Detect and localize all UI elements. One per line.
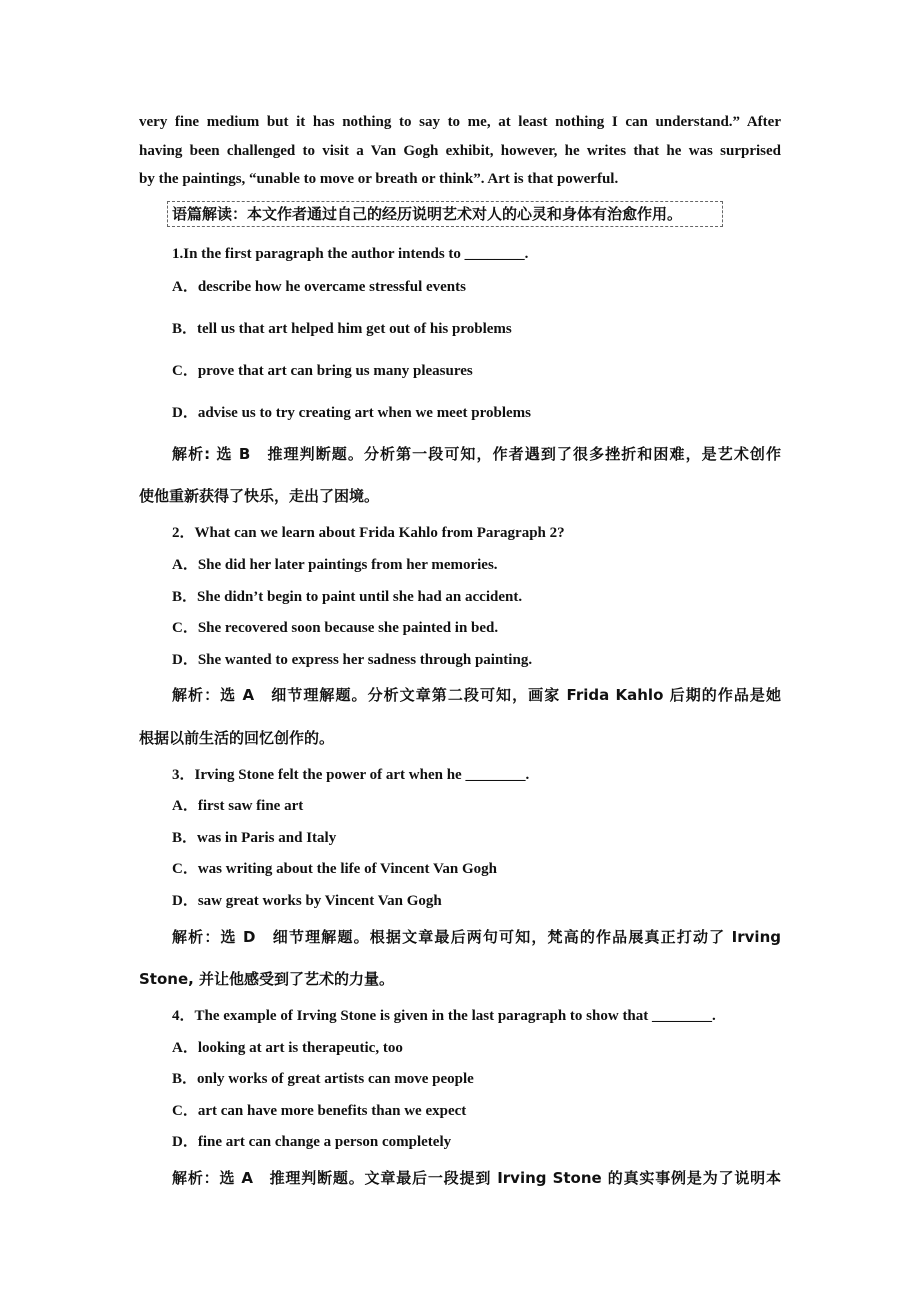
analysis-text: 解析：选 A 细节理解题。分析文章第二段可知，画家 Frida Kahlo 后期的作品是她 xyxy=(172,686,781,704)
option-d: D．saw great works by Vincent Van Gogh xyxy=(172,893,442,909)
passage-line: very fine medium but it has nothing to say to me, at least nothing I can understand.” After xyxy=(139,114,781,130)
passage-line: having been challenged to visit a Van Gogh exhibit, however, he writes that he was surprised xyxy=(139,143,781,159)
option-b: B．She didn’t begin to paint until she had an accident. xyxy=(172,589,523,605)
option-c: C．She recovered soon because she painted in bed. xyxy=(172,620,499,636)
analysis-text: 使他重新获得了快乐，走出了困境。 xyxy=(139,487,380,505)
question-stem: 4．The example of Irving Stone is given in the last paragraph to show that ________. xyxy=(172,1008,716,1024)
question-stem: 1.In the first paragraph the author intends to ________. xyxy=(172,246,529,262)
option-d: D．fine art can change a person completely xyxy=(172,1134,452,1150)
passage-line: by the paintings, “unable to move or breath or think”. Art is that powerful. xyxy=(139,171,619,187)
option-c: C．prove that art can bring us many pleasures xyxy=(172,363,473,379)
option-b: B．only works of great artists can move people xyxy=(172,1071,474,1087)
option-d: D．advise us to try creating art when we meet problems xyxy=(172,405,531,421)
option-b: B．was in Paris and Italy xyxy=(172,830,337,846)
summary-text: 语篇解读：本文作者通过自己的经历说明艺术对人的心灵和身体有治愈作用。 xyxy=(172,205,683,223)
question-stem: 2．What can we learn about Frida Kahlo from Paragraph 2? xyxy=(172,525,565,541)
analysis-text: Stone, 并让他感受到了艺术的力量。 xyxy=(139,970,395,988)
analysis-text: 解析：选 A 推理判断题。文章最后一段提到 Irving Stone 的真实事例是为了说明本 xyxy=(172,1169,781,1187)
option-a: A．describe how he overcame stressful events xyxy=(172,279,466,295)
option-a: A．first saw fine art xyxy=(172,798,304,814)
option-a: A．looking at art is therapeutic, too xyxy=(172,1040,403,1056)
option-a: A．She did her later paintings from her memories. xyxy=(172,557,498,573)
analysis-text: 根据以前生活的回忆创作的。 xyxy=(139,729,335,747)
analysis-text: 解析：选 D 细节理解题。根据文章最后两句可知，梵高的作品展真正打动了 Irving xyxy=(172,928,781,946)
analysis-text: 解析: 选 B 推理判断题。分析第一段可知，作者遇到了很多挫折和困难，是艺术创作 xyxy=(172,445,781,463)
option-d: D．She wanted to express her sadness through painting. xyxy=(172,652,533,668)
option-c: C．art can have more benefits than we expect xyxy=(172,1103,467,1119)
option-b: B．tell us that art helped him get out of his problems xyxy=(172,321,512,337)
option-c: C．was writing about the life of Vincent Van Gogh xyxy=(172,861,498,877)
question-stem: 3．Irving Stone felt the power of art when he ________. xyxy=(172,767,530,783)
